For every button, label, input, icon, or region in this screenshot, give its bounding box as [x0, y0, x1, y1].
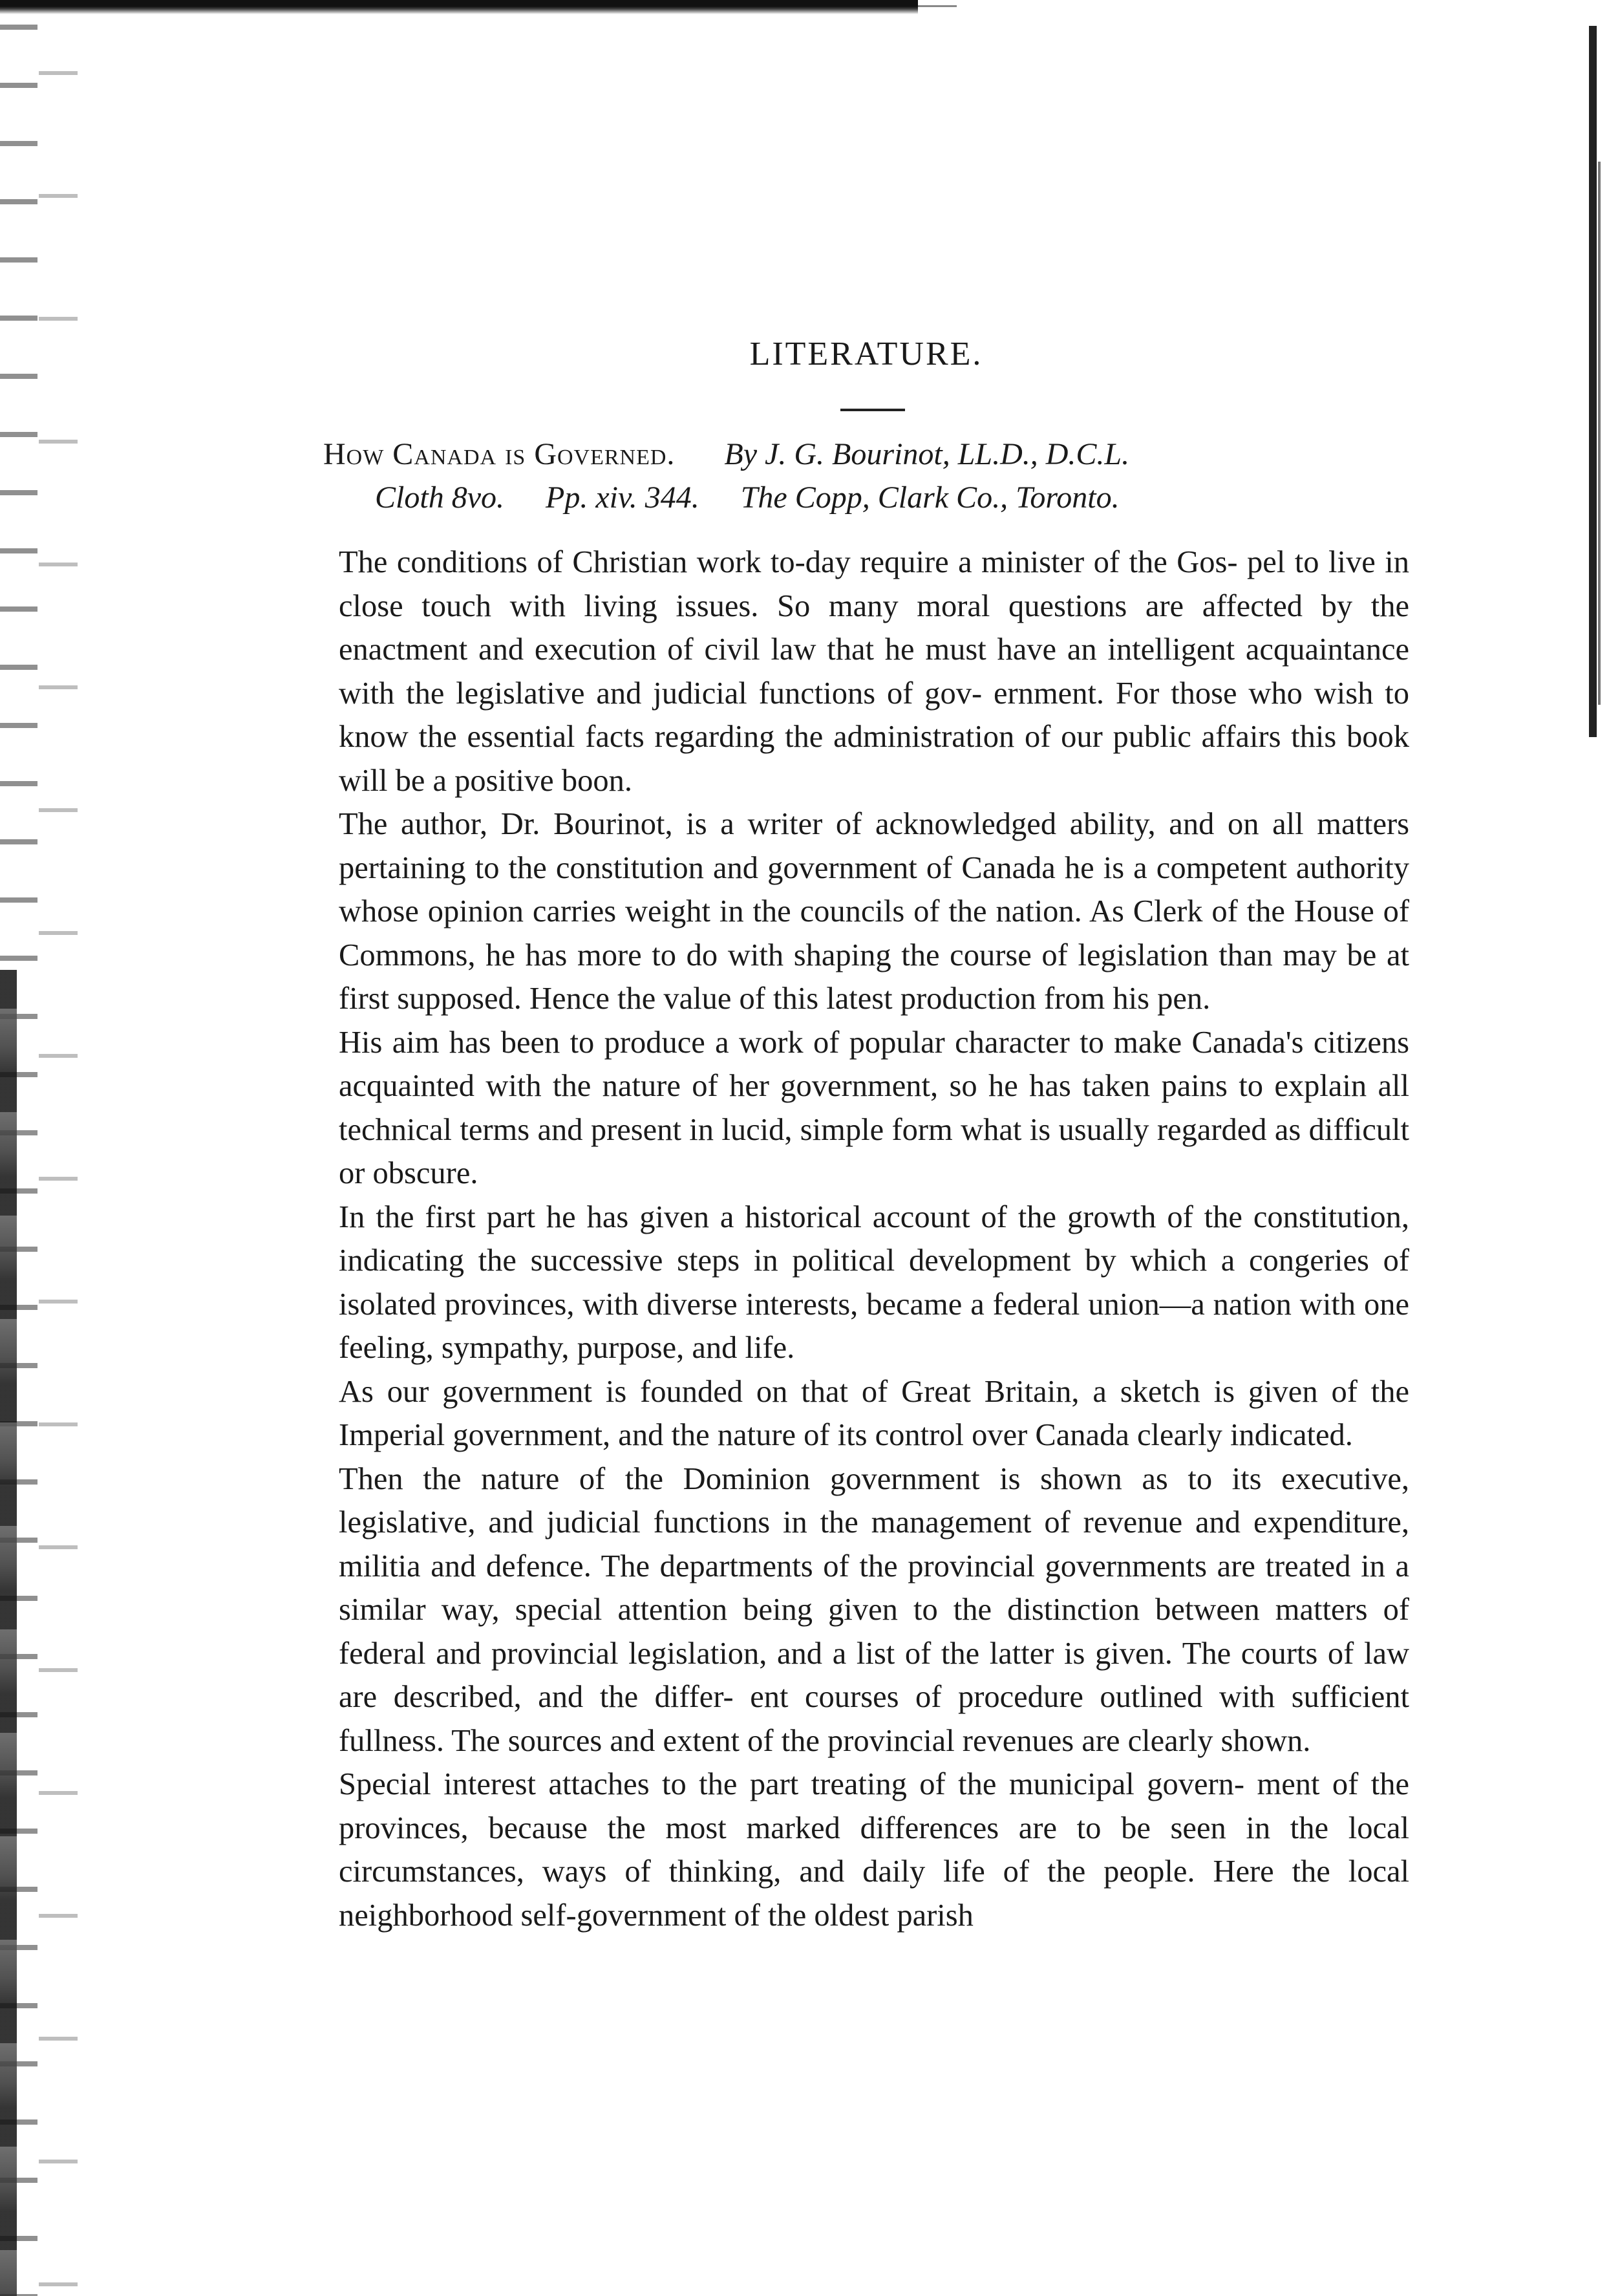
paragraph: Special interest attaches to the part treating of the municipal govern- ment of the provinces, because the most marked differences are to be seen in the local circumstances, ways of thinking, and daily life of the people. Here the local neighborhood self-government of the oldest parish — [339, 1767, 1409, 1933]
heading-divider — [840, 409, 905, 411]
book-pages: Pp. xiv. 344. — [546, 480, 699, 515]
page-heading: LITERATURE. — [749, 336, 983, 372]
scan-edge-top — [0, 0, 918, 14]
book-author: By J. G. Bourinot, LL.D., D.C.L. — [724, 437, 1130, 471]
book-binding: Cloth 8vo. — [375, 480, 504, 515]
scan-specks-left — [39, 0, 78, 2296]
paragraph: As our government is founded on that of Great Britain, a sketch is given of the Imperial government, and the nature of its control over Canada clearly indicated. — [339, 1374, 1409, 1452]
review-body — [323, 541, 1409, 1937]
scan-edge-top-tail — [918, 5, 957, 7]
book-publisher: The Copp, Clark Co., Toronto. — [740, 480, 1120, 515]
paragraph: Then the nature of the Dominion government is shown as to its executive, legislative, and judicial functions in the management of revenue and expenditure, militia and defence. The departments of the provincial governments are treated in a similar way, special attention being given to the distinction between matters of federal and provincial legislation, and a list of the latter is given. The courts of law are described, and the differ- ent courses of procedure outlined with sufficient fullness. The sources and extent of the provincial revenues are clearly shown. — [339, 1461, 1409, 1758]
scan-edge-left-dark — [0, 970, 17, 2296]
paragraph: In the first part he has given a historical account of the growth of the constitution, indicating the successive steps in political development by which a congeries of isolated provinces, with diverse interests, became a federal union—a nation with one feeling, sympathy, purpose, and life. — [339, 1199, 1409, 1365]
paragraph: His aim has been to produce a work of popular character to make Canada's citizens acquainted with the nature of her government, so he has taken pains to explain all technical terms and present in lucid, simple form what is usually regarded as difficult or obscure. — [339, 1025, 1409, 1190]
review-header-line-1 — [323, 436, 1409, 472]
paragraph: The author, Dr. Bourinot, is a writer of acknowledged ability, and on all matters pertaining to the constitution and government of Canada he is a competent authority whose opinion carries weight in the councils of the nation. As Clerk of the House of Commons, he has more to do with shaping the course of legislation than may be at first supposed. Hence the value of this latest production from his pen. — [339, 807, 1409, 1016]
paragraph: The conditions of Christian work to-day require a minister of the Gos- pel to live in close touch with living issues. So many moral questions are affected by the enactment and execution of civil law that he must have an intelligent acquaintance with the legislative and judicial functions of gov- ernment. For those who wish to know the essential facts regarding the administration of our public affairs this book will be a positive boon. — [339, 545, 1409, 798]
scan-edge-right-thin — [1598, 162, 1601, 705]
book-title: How Canada is Governed. — [323, 437, 676, 471]
scan-edge-right — [1589, 26, 1597, 737]
review-header-line-2 — [323, 480, 1409, 515]
